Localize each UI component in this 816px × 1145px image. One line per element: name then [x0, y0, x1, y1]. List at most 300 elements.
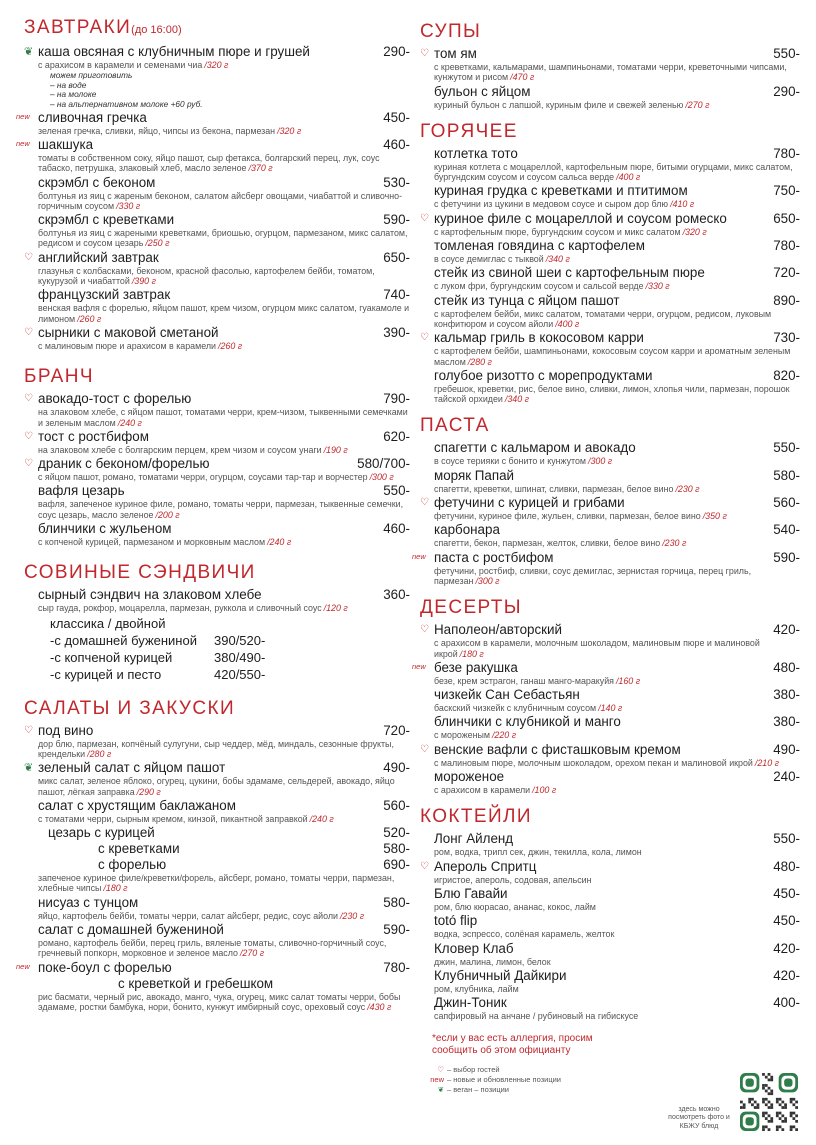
menu-item-head [38, 212, 410, 228]
menu-item [412, 659, 800, 686]
hot-section [420, 120, 800, 405]
menu-item-head [434, 46, 800, 62]
dish-weight: /100 г [532, 785, 557, 796]
guest-choice-heart-icon: ♡ [24, 458, 33, 470]
menu-item-head [434, 522, 800, 538]
dish-ingredients: венская вафля с форелью, яйцом пашот, крем чизом, огурцом микс салатом, гуакамоле и лимоном [38, 303, 410, 324]
guest-choice-heart-icon: ♡ [24, 393, 33, 405]
dish-name: totó flip [434, 913, 478, 929]
menu-item-head [434, 146, 800, 162]
menu-item [24, 521, 410, 547]
legend-text: – веган – позиции [447, 1085, 509, 1095]
menu-item-head [434, 886, 800, 902]
dish-description [434, 227, 800, 237]
dish-weight: /410 г [670, 199, 695, 210]
menu-item-head [434, 859, 800, 875]
menu-item [420, 913, 800, 939]
dish-price: 750- [773, 183, 800, 199]
dish-weight: /230 г [662, 538, 687, 549]
dish-ingredients: на злаковом хлебе с болгарским перцем, крем чизом и соусом унаги [38, 444, 322, 455]
dish-name: паста с ростбифом [434, 549, 554, 565]
dish-ingredients: с яйцом пашот, романо, томатами черри, огурцом, соусами тар-тар и ворчестер [38, 472, 368, 483]
dish-price: 580- [773, 467, 800, 483]
dish-price: 650- [383, 249, 410, 265]
menu-item [24, 922, 410, 959]
guest-choice-heart-icon: ♡ [24, 251, 33, 263]
dish-name: блинчики с клубникой и манго [434, 714, 621, 730]
dish-description [38, 472, 410, 482]
dish-ingredients: спагетти, бекон, пармезан, желток, сливки, белое вино [434, 538, 661, 549]
menu-item [24, 325, 410, 351]
dish-description [38, 126, 410, 136]
dish-price: 520- [383, 825, 410, 841]
dish-weight: /140 г [598, 703, 623, 714]
dish-ingredients: с креветками, кальмарами, шампиньонами, томатами черри, креветочными чипсами, кунжутом и рисом [434, 62, 787, 83]
dish-name: стейк из свиной шеи с картофельным пюре [434, 265, 705, 281]
dish-ingredients: сапфировый на анчане / рубиновый на гибискусе [434, 1011, 639, 1022]
dish-ingredients: с арахисом в карамели, молочным шоколадом, малиновым пюре и малиновой икрой [434, 638, 760, 659]
dish-price: 400- [773, 995, 800, 1011]
guest-choice-heart-icon: ♡ [420, 332, 429, 344]
menu-item [24, 212, 410, 249]
menu-item [420, 769, 800, 795]
dish-price: 420- [773, 940, 800, 956]
dish-description [434, 456, 800, 466]
menu-item-head [434, 238, 800, 254]
menu-item [24, 287, 410, 324]
section-soups-title [420, 20, 800, 44]
dish-description [434, 638, 800, 659]
menu-item-head [434, 968, 800, 984]
dish-name: Наполеон/авторский [434, 622, 563, 638]
menu-item [420, 368, 800, 405]
dish-description [38, 341, 410, 351]
dish-name: поке-боул с форелью [38, 959, 172, 975]
dish-weight: /350 г [702, 511, 727, 522]
dish-name: мороженое [434, 769, 505, 785]
menu-item [420, 265, 800, 291]
dish-name: салат с хрустящим баклажаном [38, 797, 236, 813]
dish-name: скрэмбл с креветками [38, 212, 175, 228]
menu-item-head [434, 293, 800, 309]
menu-item-head [38, 287, 410, 303]
menu-item [24, 429, 410, 455]
dish-weight: /300 г [588, 456, 613, 467]
dish-name: венские вафли с фисташковым кремом [434, 741, 681, 757]
section-soups-title-text: СУПЫ [420, 21, 482, 42]
menu-item [420, 293, 800, 330]
dish-weight: /390 г [131, 276, 156, 287]
vegan-leaf-icon: ❦ [24, 46, 34, 58]
menu-item-head [434, 995, 800, 1011]
dish-price: 620- [383, 428, 410, 444]
section-hot-title-text: ГОРЯЧЕЕ [420, 120, 518, 142]
dish-weight: /280 г [467, 356, 492, 367]
menu-item [16, 136, 410, 174]
menu-item-head [38, 895, 410, 911]
dish-ingredients: с томатами черри, сырным кремом, кинзой, пикантной заправкой [38, 813, 308, 824]
dish-name: сливочная гречка [38, 109, 147, 125]
dish-name: вафля цезарь [38, 483, 125, 499]
menu-item-head [434, 687, 800, 703]
menu-item-head [434, 831, 800, 847]
dish-weight: /260 г [218, 340, 243, 351]
dish-name: Клубничный Дайкири [434, 967, 567, 983]
menu-item [16, 109, 410, 136]
menu-item-head [38, 110, 410, 126]
legend-text: – новые и обновленные позиции [447, 1075, 561, 1085]
dish-price: 820- [773, 367, 800, 383]
dish-ingredients: фетучини, ростбиф, сливки, соус демиглас, зернистая горчица, перец гриль, пармезан [434, 565, 752, 586]
guest-choice-heart-icon: ♡ [420, 743, 429, 755]
section-pasta-title-text: ПАСТА [420, 415, 490, 437]
legend-text: – выбор гостей [447, 1065, 500, 1075]
dish-name: драник с беконом/форелью [38, 456, 210, 472]
menu-item-head [38, 325, 410, 341]
dish-price: 550- [773, 46, 800, 61]
section-breakfast-title-sub: (до 16:00) [131, 24, 182, 36]
caesar-item [24, 825, 410, 894]
dish-description [38, 537, 410, 547]
can-cook-note [24, 71, 410, 109]
menu-item-head [434, 468, 800, 484]
dish-description [38, 445, 410, 455]
menu-item-head [38, 44, 410, 60]
dish-ingredients: томаты в собственном соку, яйцо пашот, сыр фетакса, болгарский перец, лук, соус табаско, петрушка, злаковый хлеб, масло зеленое [38, 152, 380, 174]
menu-item [420, 211, 800, 237]
dish-description [38, 739, 410, 760]
can-cook-title: можем приготовить [50, 70, 133, 81]
qr-caption: здесь можно посмотреть фото и КБЖУ блюд [668, 1105, 730, 1130]
menu-item [420, 183, 800, 209]
dish-ingredients: болтунья из яиц с жареными креветками, бриошью, огурцом, пармезаном, микс салатом, редисом и соусом цезарь [38, 228, 408, 249]
dish-price: 360- [383, 587, 410, 603]
menu-item [24, 798, 410, 824]
dish-ingredients: с арахисом в карамели [434, 785, 531, 796]
menu-item-head [434, 941, 800, 957]
dish-price: 650- [773, 210, 800, 226]
qr-block [664, 1073, 798, 1131]
menu-item-head [38, 250, 410, 266]
caesar-variant-row [38, 857, 410, 873]
dish-description [434, 162, 800, 183]
dish-price: 730- [773, 330, 800, 346]
menu-item [420, 46, 800, 83]
dish-weight: /220 г [491, 730, 517, 741]
dish-name: каша овсяная с клубничным пюре и грушей [38, 44, 310, 59]
section-brunch-title [24, 365, 410, 389]
guest-choice-heart-icon: ♡ [24, 430, 33, 442]
guest-choice-heart-icon: ♡ [420, 48, 429, 59]
dish-price: 590- [383, 921, 410, 937]
menu-item-head [38, 723, 410, 739]
dish-price: 290- [383, 44, 410, 59]
dish-weight: /180 г [103, 883, 128, 894]
dish-price: 390- [383, 324, 410, 340]
dish-description [434, 309, 800, 330]
sandwich-size-header [24, 615, 410, 632]
menu-item-head [434, 913, 800, 929]
leaf-icon: ❦ [437, 1085, 444, 1095]
dish-description [434, 384, 800, 405]
dish-ingredients: гребешок, креветки, рис, белое вино, сливки, лимон, хлопья чили, пармезан, порошок тайской орхидеи [434, 383, 790, 405]
menu-item-head [38, 760, 410, 776]
dish-ingredients: безе, крем эстрагон, ганаш манго-маракуйя [434, 675, 614, 686]
guest-choice-heart-icon: ♡ [420, 624, 429, 636]
dish-weight: /230 г [675, 483, 700, 494]
dish-name: английский завтрак [38, 249, 159, 265]
menu-item [412, 549, 800, 587]
dish-weight: /250 г [145, 238, 170, 249]
dish-weight: /290 г [136, 786, 161, 797]
dish-name: голубое ризотто с морепродуктами [434, 367, 653, 383]
dish-name: куриная грудка с креветками и птитимом [434, 183, 688, 199]
sandwich-option-price: 390/520- [214, 632, 266, 648]
menu-item [420, 742, 800, 768]
dish-ingredients: запеченое куриное филе/креветки/форель, айсберг, романо, томаты черри, пармезан, хлебные чипсы [38, 873, 395, 894]
dish-name: бульон с яйцом [434, 83, 531, 99]
dish-weight: /160 г [615, 675, 641, 686]
new-badge: new [412, 661, 426, 671]
menu-item [420, 886, 800, 912]
menu-item-head [38, 175, 410, 191]
dish-ingredients: рис басмати, черный рис, авокадо, манго, чука, огурец, микс салат томаты черри, бобы эдамаме, ростки бамбука, нори, бонито, кунжут имбирный соус, ореховый соус [38, 991, 401, 1012]
dish-ingredients: с малиновым пюре и арахисом в карамели [38, 340, 216, 351]
dish-description [38, 266, 410, 287]
menu-item [420, 968, 800, 994]
dish-name: цезарь с курицей [48, 825, 155, 841]
dish-price: 380- [773, 687, 800, 703]
pasta-section [412, 414, 800, 586]
dish-price: 480- [773, 659, 800, 675]
menu-item-head [434, 495, 800, 511]
dish-ingredients: игристое, апероль, содовая, апельсин [434, 874, 592, 885]
caesar-variant-name: с форелью [98, 857, 167, 873]
dish-price: 780- [773, 145, 800, 161]
dish-name: котлетка тото [434, 145, 518, 161]
menu-item-head [434, 368, 800, 384]
dish-description [434, 346, 800, 367]
menu-item-head [434, 330, 800, 346]
menu-item-head [38, 521, 410, 537]
sandwich-option-price: 380/490- [214, 649, 266, 665]
menu-item [420, 941, 800, 967]
can-cook-option: – на молоке [50, 89, 97, 100]
menu-item [420, 995, 800, 1021]
dish-ingredients: водка, эспрессо, солёная карамель, желток [434, 929, 615, 940]
dish-weight: /270 г [239, 948, 265, 959]
dish-ingredients: баскский чизкейк с клубничным соусом [434, 703, 597, 714]
dish-name-line2: с креветкой и гребешком [118, 975, 274, 991]
menu-item [420, 831, 800, 857]
section-hot-title [420, 120, 800, 144]
menu-item-head [434, 660, 800, 676]
dish-weight: /240 г [309, 813, 334, 824]
new-badge: new [16, 111, 30, 121]
menu-item-head [38, 922, 410, 938]
dish-ingredients: спагетти, креветки, шпинат, сливки, пармезан, белое вино [434, 483, 674, 494]
dish-name: сырники с маковой сметаной [38, 324, 219, 340]
dish-price: 720- [383, 722, 410, 738]
menu-item-head [434, 742, 800, 758]
dish-ingredients: болтунья из яиц с жареным беконом, салатом айсберг овощами, чиабаттой и сливочно-горчичным соусом [38, 190, 403, 211]
dish-name: зеленый салат с яйцом пашот [38, 760, 226, 776]
dish-weight: /300 г [369, 472, 394, 483]
can-cook-option: – на воде [50, 79, 87, 90]
menu-item-head [38, 798, 410, 814]
dish-weight: /210 г [754, 757, 779, 768]
dish-description [434, 703, 800, 713]
section-salads-title [24, 697, 410, 721]
dish-description [434, 566, 800, 587]
dish-ingredients: с картофельным пюре, бургундским соусом и микс салатом [434, 226, 681, 237]
dish-description [434, 929, 800, 939]
dish-price: 480- [773, 858, 800, 874]
caesar-variant-name: с креветками [98, 841, 180, 857]
menu-item-head [38, 456, 410, 472]
menu-item [24, 723, 410, 760]
dish-ingredients: куриная котлета с моцареллой, картофельным пюре, битыми огурцами, микс салатом, бургундским соусом и соусом сальса верде [434, 161, 793, 183]
guest-choice-heart-icon: ♡ [420, 860, 429, 872]
menu-item [24, 587, 410, 613]
menu-item-head [434, 714, 800, 730]
sandwich-option-row [24, 649, 410, 666]
dish-description [434, 254, 800, 264]
dish-weight: /240 г [117, 417, 142, 428]
dish-price: 550- [773, 831, 800, 847]
sandwich-option-name: -с домашней бужениной [50, 632, 197, 648]
dish-weight: /400 г [616, 172, 641, 183]
left-column [16, 10, 410, 1013]
menu-item-head [434, 265, 800, 281]
dish-price: 450- [773, 913, 800, 929]
dish-ingredients: вафля, запеченое куриное филе, романо, томаты черри, пармезан, тыквенные семечки, соус цезарь, масло зеленое [38, 499, 404, 520]
menu-item-head [38, 483, 410, 499]
dish-weight: /200 г [155, 509, 180, 520]
dish-description [434, 984, 800, 994]
dish-ingredients: в соусе терияки с бонито и кунжутом [434, 456, 587, 467]
menu-item [24, 175, 410, 212]
brunch-section [24, 365, 410, 547]
sandwich-option-row [24, 632, 410, 649]
dish-price: 590- [773, 549, 800, 565]
dish-description [38, 499, 410, 520]
dish-name: Апероль Спритц [434, 858, 537, 874]
menu-item [420, 238, 800, 264]
dish-description [434, 199, 800, 209]
dish-name: томленая говядина с картофелем [434, 238, 645, 254]
dish-price: 490- [383, 760, 410, 776]
dish-price: 530- [383, 174, 410, 190]
menu-item [24, 391, 410, 428]
dish-name: скрэмбл с беконом [38, 174, 156, 190]
dish-name: чизкейк Сан Себастьян [434, 687, 580, 703]
dish-weight: /320 г [277, 125, 302, 136]
dish-price: 420- [773, 622, 800, 638]
menu-item-head [434, 183, 800, 199]
sandwich-option-name: -с копченой курицей [50, 649, 173, 665]
new-badge: new [412, 551, 426, 561]
dish-description [434, 902, 800, 912]
section-salads-title-text: САЛАТЫ И ЗАКУСКИ [24, 697, 236, 719]
dish-description [434, 1011, 800, 1021]
dish-ingredients: на злаковом хлебе, с яйцом пашот, томатами черри, крем-чизом, тыквенными семечками и зеленым маслом [38, 407, 408, 428]
dish-name: под вино [38, 722, 94, 738]
dish-price: 790- [383, 391, 410, 407]
dish-weight: /270 г [685, 99, 710, 110]
section-cocktails-title-text: КОКТЕЙЛИ [420, 806, 532, 828]
dish-weight: /340 г [504, 394, 530, 405]
dish-ingredients: джин, малина, лимон, белок [434, 956, 551, 967]
cocktails-section [420, 805, 800, 1021]
section-desserts-title [420, 596, 800, 620]
dish-name: карбонара [434, 522, 500, 538]
menu-item-head [38, 391, 410, 407]
dish-ingredients: с малиновым пюре, молочным шоколадом, орехом пекан и малиновой икрой [434, 757, 753, 768]
menu-item [420, 440, 800, 466]
dish-price: 490- [773, 741, 800, 757]
section-breakfast-title-text: ЗАВТРАКИ [24, 17, 132, 38]
dish-description [38, 228, 410, 249]
dish-name: сырный сэндвич на злаковом хлебе [38, 587, 262, 603]
dish-name: блинчики с жульеном [38, 521, 172, 537]
dish-weight: /260 г [77, 313, 102, 324]
dish-price: 290- [773, 83, 800, 99]
dish-description [38, 814, 410, 824]
sandwich-option-name: -с курицей и песто [50, 666, 162, 682]
dish-ingredients: фетучини, куриное филе, жульен, сливки, пармезан, белое вино [434, 511, 701, 522]
dish-description [38, 60, 410, 70]
allergy-note: *если у вас есть аллергия, просим сообщить об этом официанту [432, 1033, 593, 1057]
dish-description [38, 153, 410, 174]
menu-item [24, 760, 410, 797]
caesar-main-row [38, 825, 410, 841]
dish-name: моряк Папай [434, 467, 515, 483]
qr-code-icon[interactable] [740, 1073, 798, 1131]
dish-name: фетучини с курицей и грибами [434, 495, 625, 511]
dish-name: куриное филе с моцареллой и соусом ромеско [434, 210, 727, 226]
guest-choice-heart-icon: ♡ [420, 497, 429, 509]
dish-weight: /240 г [267, 537, 292, 548]
dish-description [434, 511, 800, 521]
dish-ingredients: с копченой курицей, пармезаном и морковным маслом [38, 537, 266, 548]
sandwich-option-row [24, 666, 410, 683]
dish-name: Блю Гавайи [434, 885, 508, 901]
sandwich-size-header-text: классика / двойной [50, 615, 166, 631]
new-badge: new [430, 1075, 444, 1085]
dish-ingredients: с арахисом в карамели и семенами чиа [38, 60, 203, 70]
dish-weight: /180 г [459, 648, 484, 659]
dish-weight: /470 г [510, 72, 535, 83]
dish-description [38, 873, 410, 894]
menu-item [420, 146, 800, 183]
section-cocktails-title [420, 805, 800, 829]
dish-price: 580- [383, 894, 410, 910]
dish-price: 450- [383, 109, 410, 125]
vegan-leaf-icon: ❦ [24, 762, 34, 775]
dish-description [434, 730, 800, 740]
dish-description [434, 957, 800, 967]
section-sandwiches-title-text: СОВИНЫЕ СЭНДВИЧИ [24, 562, 256, 584]
dish-price: 720- [773, 265, 800, 281]
dish-price: 380- [773, 714, 800, 730]
dish-weight: /300 г [475, 575, 500, 586]
dish-price: 740- [383, 287, 410, 303]
dish-weight: /320 г [682, 226, 707, 237]
dish-weight: /400 г [555, 318, 580, 329]
menu-item [24, 44, 410, 70]
menu-item [24, 456, 410, 482]
